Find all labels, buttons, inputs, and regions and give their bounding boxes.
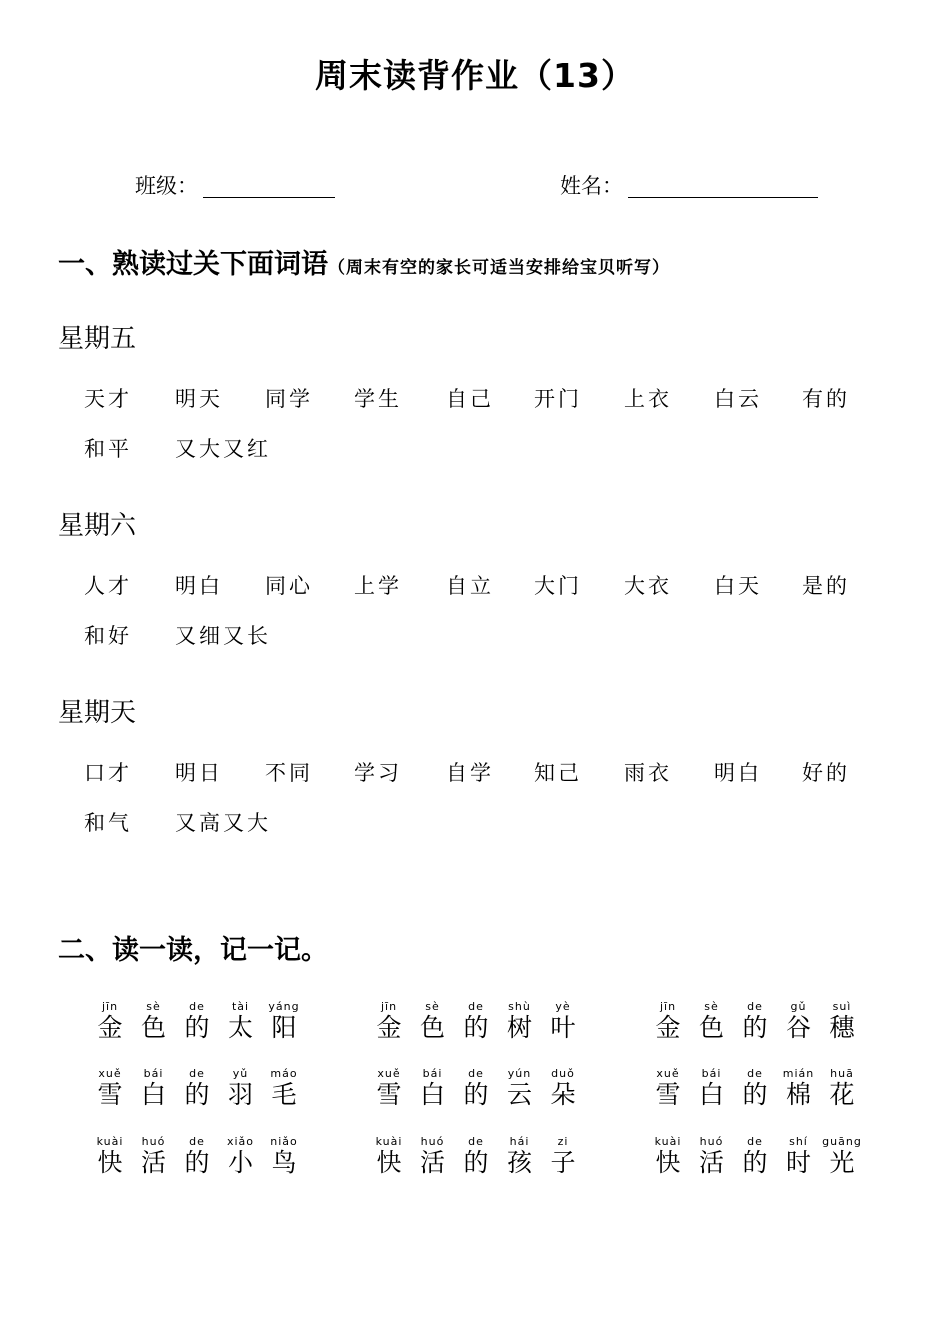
pinyin-phrase	[371, 1000, 589, 1046]
vocab-word: 知己	[534, 761, 582, 785]
pinyin-text: xuě	[377, 1067, 401, 1080]
hanzi-char: 鸟	[271, 1148, 297, 1177]
pinyin-text: de	[747, 1000, 763, 1013]
pinyin-text: kuài	[96, 1135, 124, 1148]
pinyin-text: yè	[555, 1000, 571, 1013]
pinyin-text: bái	[143, 1067, 164, 1080]
hanzi-char: 色	[419, 1013, 445, 1042]
vocab-word: 雨衣	[624, 761, 672, 785]
pinyin-text: gǔ	[790, 1000, 807, 1013]
vocab-word: 不同	[265, 761, 313, 785]
pinyin-text: sè	[146, 1000, 161, 1013]
vocab-word: 上学	[354, 574, 402, 598]
pinyin-text: kuài	[654, 1135, 682, 1148]
pinyin-phrase	[371, 1067, 589, 1113]
pinyin-text: hái	[509, 1135, 530, 1148]
hanzi-char: 孩	[506, 1148, 532, 1177]
hanzi-char: 的	[184, 1148, 210, 1177]
day-heading: 星期六	[58, 511, 137, 541]
hanzi-char: 色	[140, 1013, 166, 1042]
hanzi-char: 的	[184, 1013, 210, 1042]
hanzi-char: 色	[698, 1013, 724, 1042]
vocab-word: 同学	[265, 387, 313, 411]
hanzi-char: 花	[829, 1080, 855, 1109]
section1-heading-text: 一、熟读过关下面词语	[58, 249, 328, 280]
hanzi-char: 太	[227, 1013, 253, 1042]
pinyin-text: de	[747, 1135, 763, 1148]
pinyin-text: duǒ	[551, 1067, 575, 1080]
hanzi-char: 云	[506, 1080, 532, 1109]
hanzi-char: 白	[140, 1080, 166, 1109]
pinyin-phrase	[650, 1135, 868, 1181]
vocab-word: 和好	[84, 624, 132, 648]
class-blank-line[interactable]	[203, 197, 335, 198]
pinyin-text: de	[189, 1067, 205, 1080]
vocab-word: 天才	[84, 387, 132, 411]
vocab-word: 又大又红	[175, 437, 271, 461]
pinyin-text: shù	[508, 1000, 531, 1013]
hanzi-char: 的	[742, 1080, 768, 1109]
hanzi-char: 的	[742, 1148, 768, 1177]
hanzi-char: 羽	[227, 1080, 253, 1109]
vocab-word: 和平	[84, 437, 132, 461]
pinyin-text: sè	[425, 1000, 440, 1013]
vocab-word: 好的	[802, 761, 850, 785]
section2-heading: 二、读一读，记一记。	[58, 935, 328, 966]
hanzi-char: 金	[376, 1013, 402, 1042]
hanzi-char: 快	[376, 1148, 402, 1177]
hanzi-char: 光	[829, 1148, 855, 1177]
pinyin-text: shí	[789, 1135, 808, 1148]
pinyin-text: jīn	[380, 1000, 398, 1013]
vocab-word: 口才	[84, 761, 132, 785]
pinyin-phrase	[650, 1000, 868, 1046]
hanzi-char: 的	[184, 1080, 210, 1109]
vocab-word: 白天	[714, 574, 762, 598]
page-title: 周末读背作业（13）	[315, 56, 635, 95]
day-heading: 星期五	[58, 324, 137, 354]
pinyin-text: guāng	[822, 1135, 862, 1148]
hanzi-char: 时	[785, 1148, 811, 1177]
pinyin-text: huó	[699, 1135, 724, 1148]
vocab-word: 人才	[84, 574, 132, 598]
vocab-word: 明日	[175, 761, 223, 785]
vocab-word: 大门	[534, 574, 582, 598]
hanzi-char: 谷	[785, 1013, 811, 1042]
hanzi-char: 活	[698, 1148, 724, 1177]
hanzi-char: 雪	[376, 1080, 402, 1109]
vocab-word: 自立	[446, 574, 494, 598]
pinyin-text: sè	[704, 1000, 719, 1013]
vocab-word: 自己	[446, 387, 494, 411]
hanzi-char: 的	[742, 1013, 768, 1042]
pinyin-text: niǎo	[270, 1135, 298, 1148]
hanzi-char: 活	[140, 1148, 166, 1177]
vocab-word: 同心	[265, 574, 313, 598]
hanzi-char: 快	[97, 1148, 123, 1177]
name-label: 姓名：	[560, 174, 623, 198]
vocab-word: 上衣	[624, 387, 672, 411]
pinyin-text: huā	[830, 1067, 854, 1080]
hanzi-char: 活	[419, 1148, 445, 1177]
hanzi-char: 小	[227, 1148, 253, 1177]
pinyin-text: mián	[782, 1067, 815, 1080]
pinyin-text: yǔ	[232, 1067, 249, 1080]
vocab-word: 又高又大	[175, 811, 271, 835]
vocab-word: 开门	[534, 387, 582, 411]
hanzi-char: 白	[419, 1080, 445, 1109]
pinyin-text: bái	[422, 1067, 443, 1080]
vocab-word: 和气	[84, 811, 132, 835]
pinyin-text: jīn	[659, 1000, 677, 1013]
hanzi-char: 的	[463, 1148, 489, 1177]
hanzi-char: 的	[463, 1080, 489, 1109]
vocab-word: 是的	[802, 574, 850, 598]
pinyin-text: tài	[231, 1000, 250, 1013]
day-heading: 星期天	[58, 698, 137, 728]
hanzi-char: 金	[655, 1013, 681, 1042]
pinyin-text: de	[468, 1000, 484, 1013]
pinyin-text: de	[468, 1135, 484, 1148]
hanzi-char: 树	[506, 1013, 532, 1042]
section1-note: （周末有空的家长可适当安排给宝贝听写）	[328, 258, 670, 278]
pinyin-text: xiǎo	[226, 1135, 255, 1148]
vocab-word: 明白	[714, 761, 762, 785]
hanzi-char: 毛	[271, 1080, 297, 1109]
hanzi-char: 的	[463, 1013, 489, 1042]
pinyin-text: huó	[420, 1135, 445, 1148]
pinyin-text: bái	[701, 1067, 722, 1080]
pinyin-phrase	[92, 1000, 310, 1046]
pinyin-text: máo	[270, 1067, 298, 1080]
vocab-word: 明天	[175, 387, 223, 411]
hanzi-char: 穗	[829, 1013, 855, 1042]
pinyin-text: jīn	[101, 1000, 119, 1013]
vocab-word: 大衣	[624, 574, 672, 598]
pinyin-text: zi	[557, 1135, 569, 1148]
pinyin-text: suì	[832, 1000, 852, 1013]
vocab-word: 学习	[354, 761, 402, 785]
vocab-word: 白云	[714, 387, 762, 411]
vocab-word: 又细又长	[175, 624, 271, 648]
pinyin-text: de	[747, 1067, 763, 1080]
hanzi-char: 子	[550, 1148, 576, 1177]
hanzi-char: 朵	[550, 1080, 576, 1109]
name-blank-line[interactable]	[628, 197, 818, 198]
pinyin-text: xuě	[98, 1067, 122, 1080]
pinyin-text: xuě	[656, 1067, 680, 1080]
pinyin-text: kuài	[375, 1135, 403, 1148]
hanzi-char: 白	[698, 1080, 724, 1109]
vocab-word: 自学	[446, 761, 494, 785]
vocab-word: 有的	[802, 387, 850, 411]
hanzi-char: 叶	[550, 1013, 576, 1042]
pinyin-text: de	[189, 1000, 205, 1013]
section1-heading	[58, 242, 670, 281]
hanzi-char: 阳	[271, 1013, 297, 1042]
hanzi-char: 快	[655, 1148, 681, 1177]
pinyin-phrase	[92, 1067, 310, 1113]
hanzi-char: 棉	[785, 1080, 811, 1109]
pinyin-phrase	[92, 1135, 310, 1181]
pinyin-text: de	[189, 1135, 205, 1148]
pinyin-text: de	[468, 1067, 484, 1080]
hanzi-char: 雪	[97, 1080, 123, 1109]
vocab-word: 明白	[175, 574, 223, 598]
pinyin-text: yún	[507, 1067, 532, 1080]
hanzi-char: 雪	[655, 1080, 681, 1109]
hanzi-char: 金	[97, 1013, 123, 1042]
pinyin-phrase	[371, 1135, 589, 1181]
pinyin-text: huó	[141, 1135, 166, 1148]
class-label: 班级：	[135, 174, 198, 198]
vocab-word: 学生	[354, 387, 402, 411]
pinyin-text: yáng	[268, 1000, 300, 1013]
pinyin-phrase	[650, 1067, 868, 1113]
